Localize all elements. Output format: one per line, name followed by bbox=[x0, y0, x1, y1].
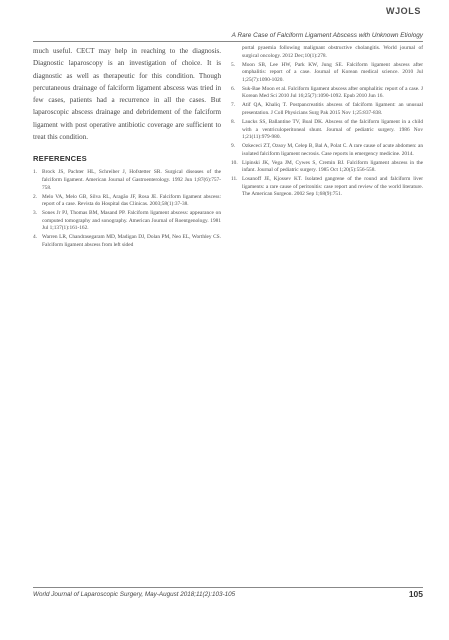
reference-number: 3. bbox=[33, 210, 38, 217]
top-header-bar bbox=[0, 0, 449, 25]
reference-text: Moon SB, Lee HW, Park KW, Jung SE. Falciform ligament abscess after omphalitis: report of a case. Journal of Korean medical science. 2010 Jul 1;25(7):1090-1020. bbox=[242, 61, 423, 83]
reference-number: 8. bbox=[231, 118, 236, 125]
reference-item bbox=[231, 160, 423, 175]
reference-item bbox=[33, 169, 221, 192]
reference-text: Ozkececi ZT, Ozsoy M, Celep B, Bal A, Polat C. A rare cause of acute abdomen: an isolated falciform ligament necrosis. Case reports in emergency medicine. 2014. bbox=[242, 143, 423, 157]
reference-item bbox=[33, 234, 221, 249]
right-column bbox=[231, 45, 423, 200]
reference-number: 11. bbox=[231, 176, 238, 183]
reference-item bbox=[33, 194, 221, 209]
reference-text: Lipinski JK, Vega JM, Cywes S, Cremin BJ. Falciform ligament abscess in the infant. Journal of pediatric surgery. 1985 Oct 1;20(5):556-558. bbox=[242, 159, 423, 174]
reference-item bbox=[231, 62, 423, 85]
journal-abbreviation: WJOLS bbox=[385, 6, 421, 16]
reference-item bbox=[231, 102, 423, 117]
page-number: 105 bbox=[408, 589, 423, 599]
reference-item bbox=[231, 119, 423, 142]
reference-continuation: portal pyaemia following malignant obstructive cholangitis. World journal of surgical oncology. 2012 Dec;10(1):278. bbox=[242, 45, 423, 59]
footer-journal-info: World Journal of Laparoscopic Surgery, May-August 2018;11(2):103-105 bbox=[33, 591, 236, 598]
running-title: A Rare Case of Falciform Ligament Abscess with Unknown Etiology bbox=[231, 32, 423, 39]
reference-list-left bbox=[33, 169, 221, 249]
reference-number: 4. bbox=[33, 234, 38, 241]
reference-number: 5. bbox=[231, 61, 236, 68]
reference-number: 1. bbox=[33, 169, 38, 176]
references-heading: REFERENCES bbox=[33, 154, 87, 164]
reference-item bbox=[231, 86, 423, 101]
body-paragraph: much useful. CECT may help in reaching to the diagnosis. Diagnostic laparoscopy is an investigation of choice. It is diagnostic as well as therapeutic for this condition. Though percutaneous drainage of falciform ligament abscess was tried in few cases, patients had a recurrence in all the cases. But laparoscopic abscess drainage and debridement of the falciform ligament with post operative antibiotic coverage are sufficient to treat this condition. bbox=[33, 47, 221, 142]
left-column bbox=[33, 45, 221, 251]
reference-text: Melo VA, Melo GB, Silva RL, Aragão JF, Rosa JE. Falciform ligament abscess: report of a case. Revista do Hospital das Clínicas. 2003;58(1):37-38. bbox=[42, 193, 221, 208]
reference-text: Atif QA, Khaliq T. Postpancreatitis abscess of falciform ligament: an unusual presentation. J Coll Physicians Surg Pak 2015 Nov 1;25:837-838. bbox=[242, 102, 423, 116]
reference-text: Losanoff JE, Kjossev KT. Isolated gangrene of the round and falciform liver ligaments: a rare cause of peritonitis: case report and review of the world literature. The American Surgeon. 2002 Sep 1;68(9):751. bbox=[242, 176, 423, 198]
footer-divider bbox=[33, 587, 423, 588]
reference-number: 6. bbox=[231, 85, 236, 92]
reference-item bbox=[231, 176, 423, 199]
reference-number: 2. bbox=[33, 193, 38, 200]
reference-text: Warren LR, Chandrasegaram MD, Madigan DJ, Dolan PM, Neo EL, Worthley CS. Falciform ligament abscess from left sided bbox=[42, 234, 221, 248]
reference-item bbox=[231, 143, 423, 158]
reference-text: Sones Jr PJ, Thomas BM, Masand PP. Falciform ligament abscess: appearance on computed tomography and sonography. American Journal of Roentgenology. 1981 Jul 1;137(1):161-162. bbox=[42, 210, 221, 232]
reference-item bbox=[33, 210, 221, 233]
reference-text: Laucks SS, Ballantine TV, Boal DK. Abscess of the falciform ligament in a child with a ventriculoperitoneal shunt. Journal of pediatric surgery. 1986 Nov 1;21(11):979-980. bbox=[242, 118, 423, 141]
reference-text: Brock JS, Pachter HL, Schreiber J, Hofstetter SR. Surgical diseases of the falciform ligament. American Journal of Gastroenterology. 1992 Jun 1;87(6):757-758. bbox=[42, 169, 221, 191]
reference-number: 10. bbox=[231, 159, 238, 166]
reference-text: Suk-Bae Moon et al. Falciform ligament abscess after omphalitis: report of a case. J Korean Med Sci 2010 Jul 16;25(7):1090-1092. Epub 2010 Jun 16. bbox=[242, 85, 423, 100]
reference-number: 7. bbox=[231, 102, 236, 109]
header-divider bbox=[33, 41, 423, 42]
reference-list-right bbox=[231, 62, 423, 199]
reference-number: 9. bbox=[231, 143, 236, 150]
